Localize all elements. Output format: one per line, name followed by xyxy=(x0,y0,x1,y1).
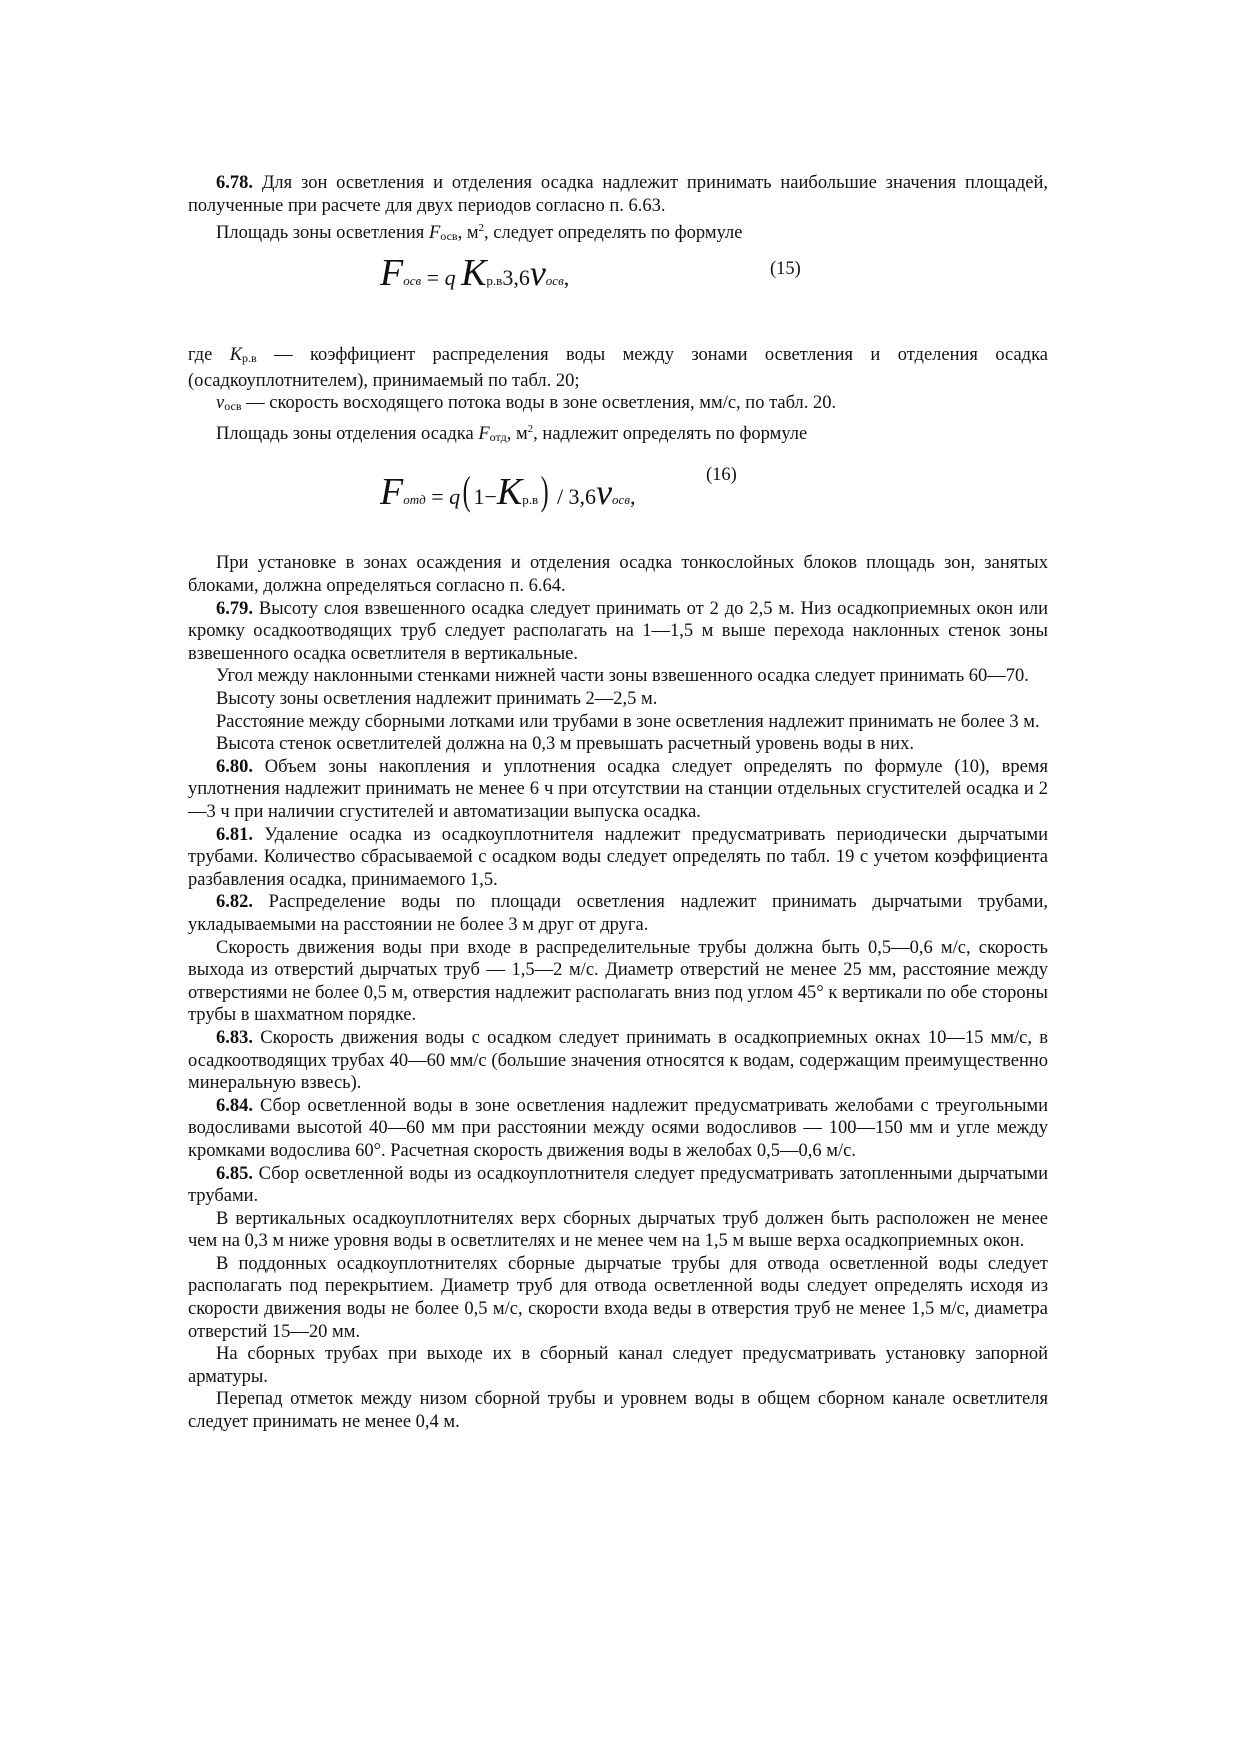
formula-subscript: осв xyxy=(612,492,630,508)
symbol-v: v xyxy=(216,393,225,414)
paragraph xyxy=(188,665,1048,688)
paragraph xyxy=(188,1163,1048,1208)
formula-punct: , xyxy=(563,264,570,290)
paragraph xyxy=(188,891,1048,936)
formula-paren: ) xyxy=(540,468,549,514)
formula-punct: , xyxy=(629,484,636,510)
formula-symbol: q xyxy=(449,484,461,510)
text-run: — скорость восходящего потока воды в зоне осветления, мм/с, по табл. 20. xyxy=(241,393,837,414)
symbol-K: K xyxy=(229,344,243,365)
paragraph xyxy=(188,1208,1048,1253)
paragraph-text: Перепад отметок между низом сборной трубы и уровнем воды в общем сборном канале осветлителя следует принимать не менее 0,4 м. xyxy=(188,1389,1048,1433)
formula-symbol: K xyxy=(461,251,487,294)
clause-label: 6.80. xyxy=(216,756,253,777)
paragraph-text: Высота стенок осветлителей должна на 0,3 м превышать расчетный уровень воды в них. xyxy=(216,734,914,755)
paragraph xyxy=(188,756,1048,824)
formula-symbol: K xyxy=(496,471,523,514)
text-run: , следует определять по формуле xyxy=(484,223,743,244)
formula-expression xyxy=(380,468,636,514)
formula-symbol: v xyxy=(596,472,613,513)
superscript: 2 xyxy=(527,422,534,435)
paragraph-text: Объем зоны накопления и уплотнения осадка следует определять по формуле (10), время уплотнения надлежит принимать не менее 6 ч при отсутствии на станции отдельных сгустителей осадка и 2—3 ч при наличии сгустителей и автоматизации выпуска осадка. xyxy=(188,756,1048,822)
subscript: р.в xyxy=(242,350,257,365)
formula-paren: ( xyxy=(462,468,471,514)
symbol-F: F xyxy=(478,423,490,444)
paragraph xyxy=(188,711,1048,734)
paragraph-text: Скорость движения воды с осадком следует принимать в осадкоприемных окнах 10—15 мм/с, в осадкоотводящих трубах 40—60 мм/с (большие значения относятся к водам, содержащим преимущественно минеральную взвесь). xyxy=(188,1027,1048,1094)
clause-label: 6.78. xyxy=(216,173,253,193)
paragraph-text: Угол между наклонными стенками нижней части зоны взвешенного осадка следует принимать 60—70. xyxy=(216,666,1029,687)
paragraph-area-separation xyxy=(188,418,1048,449)
where-k-definition xyxy=(188,344,1048,392)
paragraph-text: Высоту слоя взвешенного осадка следует принимать от 2 до 2,5 м. Низ осадкоприемных окон или кромку осадкоотводящих труб следует располагать на 1—1,5 м выше перехода наклонных стенок зоны взвешенного осадка осветлителя в вертикальные. xyxy=(188,598,1048,664)
paragraph-text: Для зон осветления и отделения осадка надлежит принимать наибольшие значения площадей, полученные при расчете для двух периодов согласно п. 6.63. xyxy=(188,173,1048,216)
formula-symbol: v xyxy=(529,252,546,293)
paragraph xyxy=(188,1343,1048,1388)
paragraph-text: Удаление осадка из осадкоуплотнителя надлежит предусматривать периодически дырчатыми трубами. Количество сбрасываемой с осадком воды следует определять по табл. 19 с учетом коэффициента разбавления осадка, принимаемого 1,5. xyxy=(188,824,1048,890)
text-run: , м xyxy=(457,223,479,244)
paragraph-list xyxy=(188,552,1048,1433)
paragraph xyxy=(188,1095,1048,1163)
formula-15 xyxy=(188,248,1048,344)
text-run: , м xyxy=(506,423,528,444)
subscript: осв xyxy=(440,229,458,244)
formula-operator: = xyxy=(425,484,450,510)
text-run: Площадь зоны осветления xyxy=(216,223,429,244)
formula-expression xyxy=(380,251,570,294)
formula-subscript: р.в xyxy=(522,492,539,508)
formula-term: / 3,6 xyxy=(551,484,597,510)
text-run: где xyxy=(188,344,230,365)
paragraph xyxy=(188,598,1048,666)
formula-subscript: осв xyxy=(403,272,422,288)
clause-label: 6.81. xyxy=(216,824,253,845)
paragraph xyxy=(188,733,1048,756)
paragraph-text: Распределение воды по площади осветления надлежит принимать дырчатыми трубами, укладываемыми на расстоянии не более 3 м друг от друга. xyxy=(188,892,1048,935)
paragraph-text: Сбор осветленной воды из осадкоуплотнителя следует предусматривать затопленными дырчатыми трубами. xyxy=(188,1163,1048,1207)
subscript: отд xyxy=(489,429,507,444)
formula-subscript: осв xyxy=(545,272,564,288)
text-run: Площадь зоны отделения осадка xyxy=(216,423,479,444)
equation-number: (16) xyxy=(706,465,737,486)
paragraph-6-78 xyxy=(188,172,1048,217)
formula-16 xyxy=(188,448,1048,552)
formula-subscript: р.в xyxy=(486,272,503,288)
paragraph-text: Расстояние между сборными лотками или трубами в зоне осветления надлежит принимать не более 3 м. xyxy=(216,711,1040,732)
equation-number: (15) xyxy=(770,258,801,279)
formula-subscript: отд xyxy=(403,492,426,508)
clause-label: 6.79. xyxy=(216,598,253,619)
text-run: , надлежит определять по формуле xyxy=(533,423,808,444)
formula-operator: = xyxy=(421,264,445,290)
paragraph xyxy=(188,688,1048,711)
paragraph-text: В вертикальных осадкоуплотнителях верх сборных дырчатых труб должен быть расположен не менее чем на 0,3 м ниже уровня воды в осветлителях и не менее чем на 1,5 м выше верха осадкоприемных окон. xyxy=(188,1208,1048,1252)
paragraph xyxy=(188,1027,1048,1095)
superscript: 2 xyxy=(478,222,485,235)
formula-coefficient: 3,6 xyxy=(502,264,530,290)
subscript: осв xyxy=(224,399,242,414)
symbol-F: F xyxy=(428,223,441,244)
paragraph-text: На сборных трубах при выходе их в сборный канал следует предусматривать установку запорной арматуры. xyxy=(188,1344,1048,1387)
paragraph-text: Скорость движения воды при входе в распределительные трубы должна быть 0,5—0,6 м/с, скорость выхода из отверстий дырчатых труб — 1,5—2 м/с. Диаметр отверстий не менее 25 мм, расстояние между отверстиями не более 0,5 м, отверстия надлежит располагать вниз под углом 45° к вертикали по обе стороны трубы в шахматном порядке. xyxy=(188,937,1048,1026)
clause-label: 6.84. xyxy=(216,1095,253,1116)
document-page xyxy=(188,172,1048,1434)
paragraph-text: При установке в зонах осаждения и отделения осадка тонкослойных блоков площадь зон, занятых блоками, должна определяться согласно п. 6.64. xyxy=(188,553,1048,597)
paragraph-text: Сбор осветленной воды в зоне осветления надлежит предусматривать желобами с треугольными водосливами высотой 40—60 мм при расстоянии между осями водосливов — 100—150 мм и угле между кромками водослива 60°. Расчетная скорость движения воды в желобах 0,5—0,6 м/с. xyxy=(188,1095,1048,1161)
formula-symbol: F xyxy=(380,471,404,514)
paragraph xyxy=(188,1253,1048,1343)
formula-symbol: q xyxy=(444,264,456,290)
clause-label: 6.82. xyxy=(216,892,253,913)
formula-symbol: F xyxy=(380,251,404,294)
paragraph xyxy=(188,824,1048,892)
paragraph-area-clarification xyxy=(188,217,1048,248)
formula-term: 1− xyxy=(473,484,497,510)
paragraph xyxy=(188,552,1048,597)
clause-label: 6.83. xyxy=(216,1027,253,1048)
paragraph xyxy=(188,937,1048,1027)
paragraph-text: Высоту зоны осветления надлежит принимать 2—2,5 м. xyxy=(216,689,658,710)
clause-label: 6.85. xyxy=(216,1163,253,1184)
where-v-definition xyxy=(188,392,1048,418)
paragraph xyxy=(188,1388,1048,1433)
paragraph-text: В поддонных осадкоуплотнителях сборные дырчатые трубы для отвода осветленной воды следует располагать под перекрытием. Диаметр труб для отвода осветленной воды следует определять исходя из скорости движения воды не более 0,5 м/с, скорости входа веды в отверстия труб не менее 1,5 м/с, диаметра отверстий 15—20 мм. xyxy=(188,1253,1048,1342)
text-run: — коэффициент распределения воды между зонами осветления и отделения осадка (осадкоуплотнителем), принимаемый по табл. 20; xyxy=(188,344,1049,391)
